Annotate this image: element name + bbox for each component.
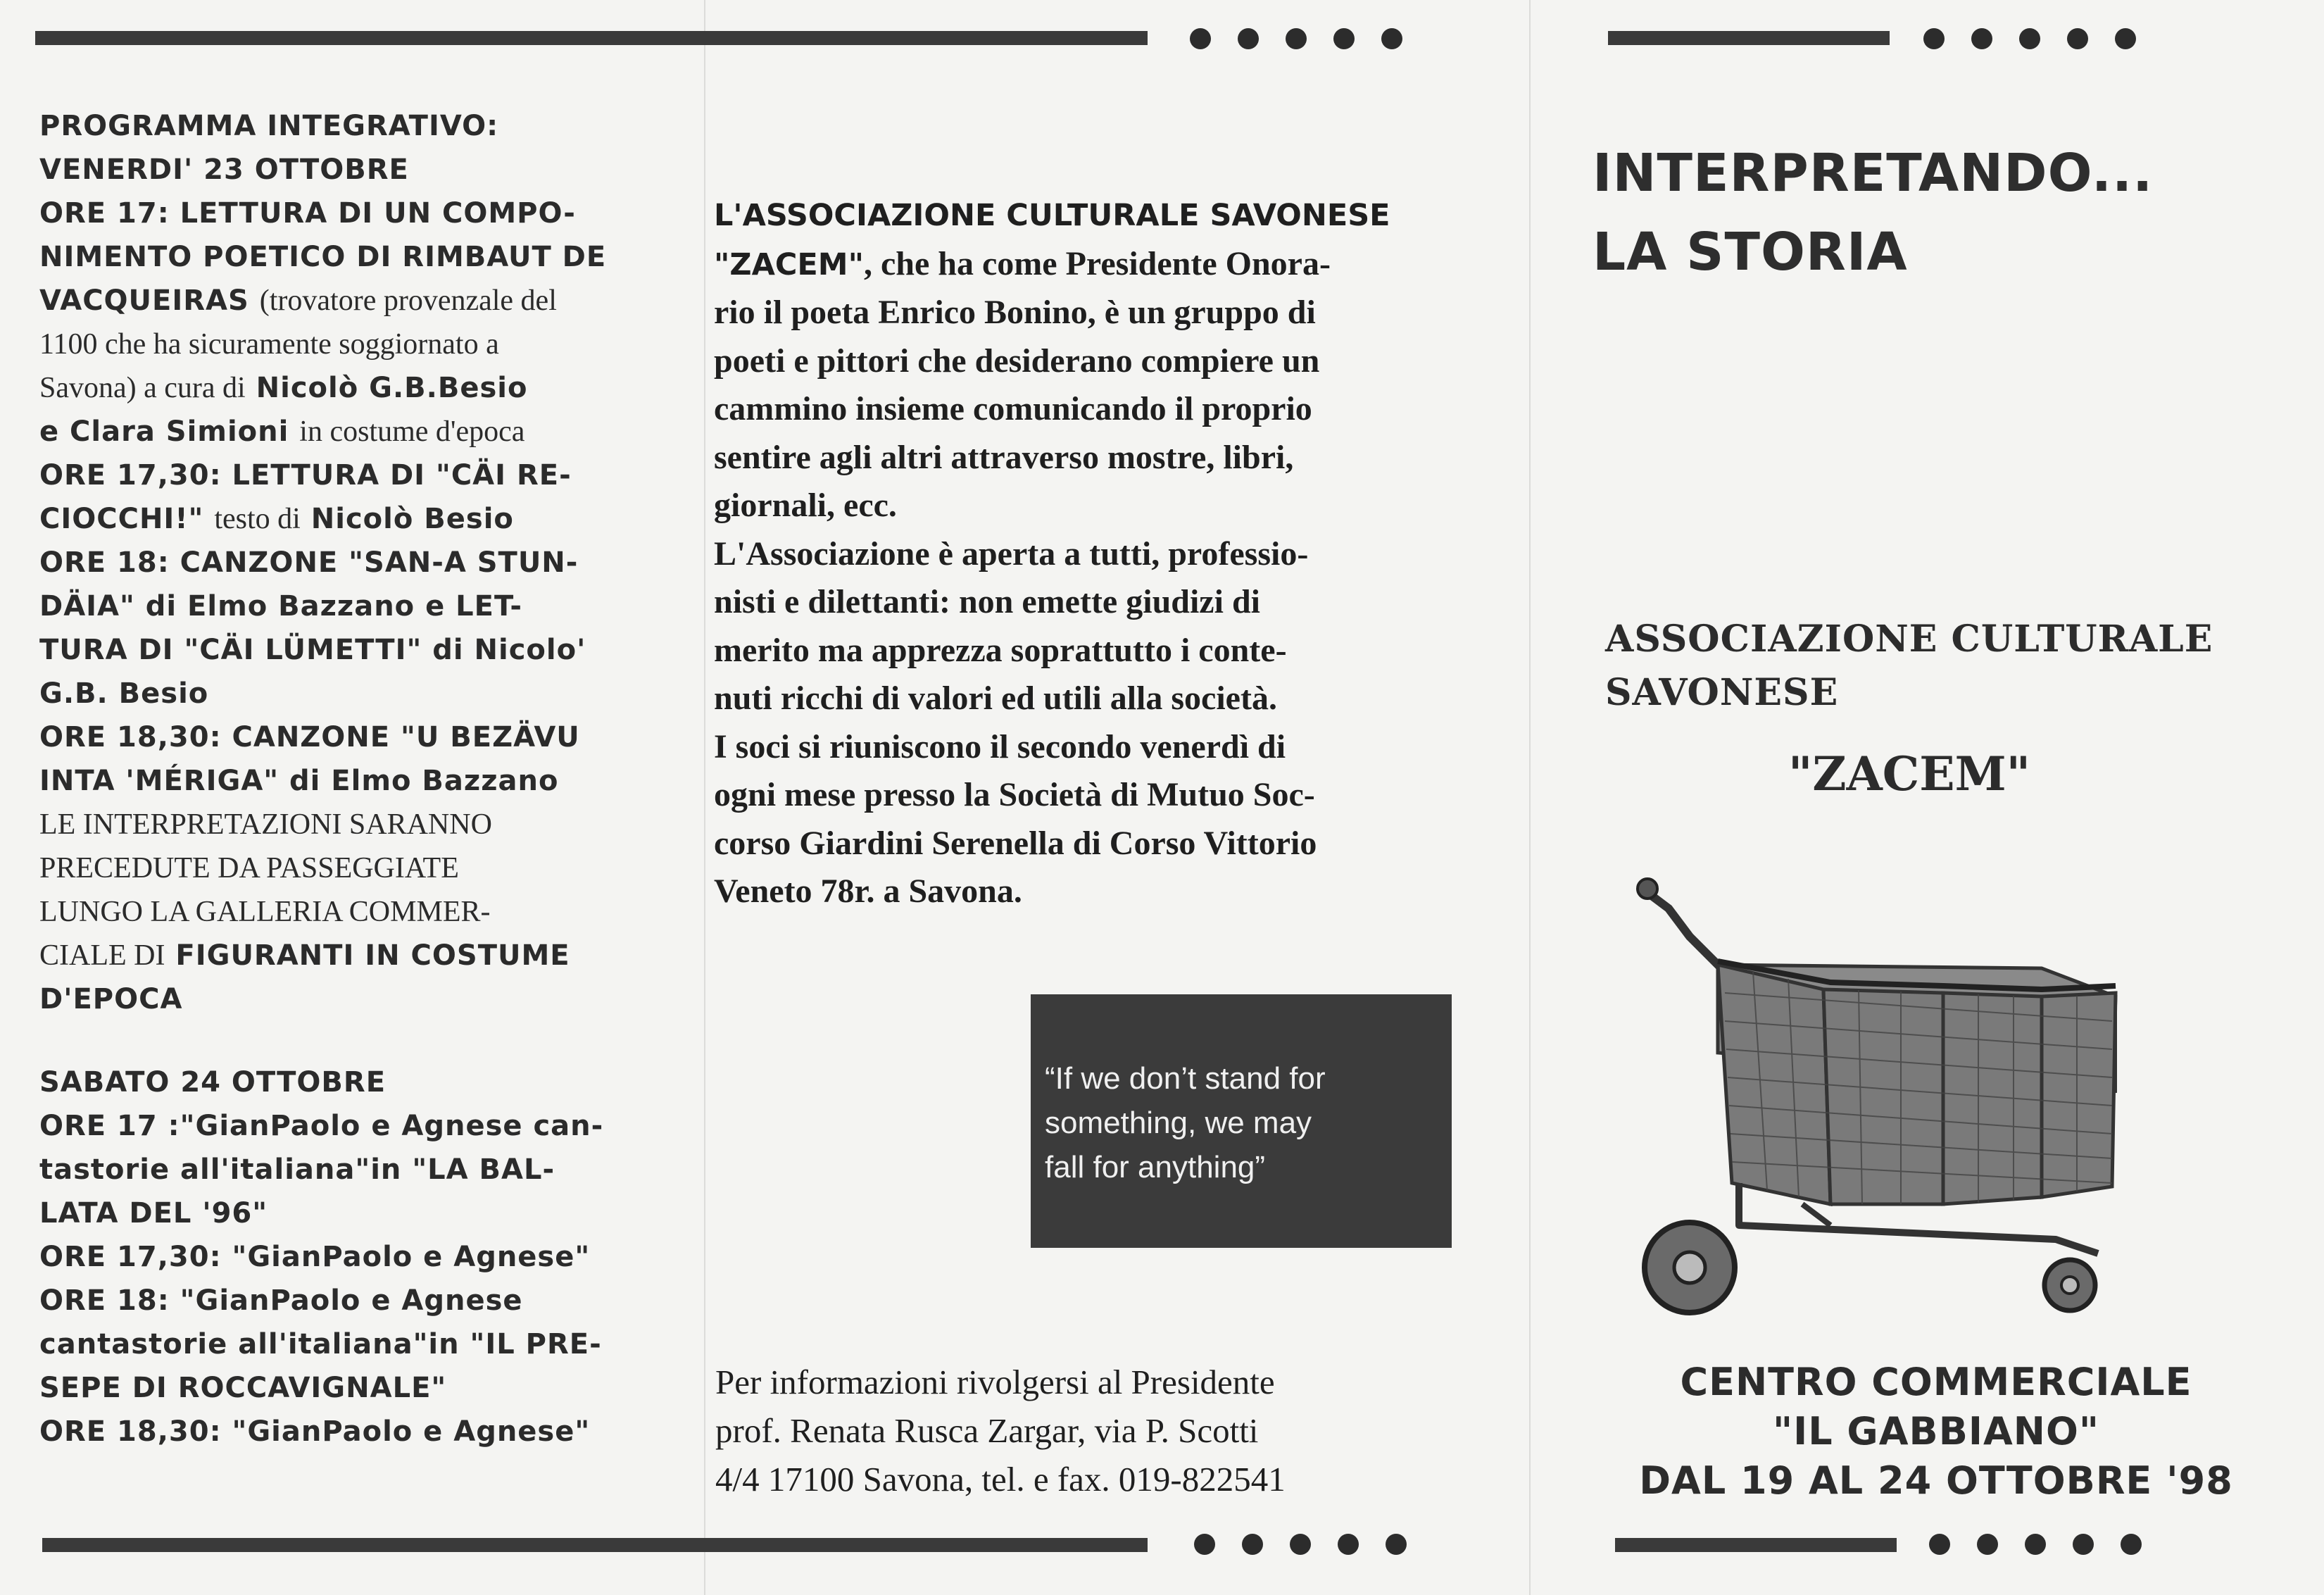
description-line: Veneto 78r. a Savona.	[714, 872, 1022, 910]
program-line: ORE 18: "GianPaolo e Agnese	[39, 1284, 523, 1317]
program-line: PRECEDUTE DA PASSEGGIATE	[39, 852, 459, 884]
program-line: ORE 17,30: LETTURA DI "CÄI RE-	[39, 459, 572, 492]
top-dots-left	[1190, 28, 1402, 49]
association-name: "ZACEM"	[1788, 746, 2031, 801]
description-line: cammino insieme comunicando il proprio	[714, 390, 1312, 427]
top-rule-left	[35, 31, 1148, 45]
program-line: ORE 17: LETTURA DI UN COMPO-	[39, 197, 576, 230]
event-dates: DAL 19 AL 24 OTTOBRE '98	[1639, 1458, 2233, 1503]
program-line: e Clara Simioni in costume d'epoca	[39, 415, 525, 448]
program-line: 1100 che ha sicuramente soggiornato a	[39, 328, 499, 361]
quote-text: “If we don’t stand for something, we may fall for anything”	[1045, 1061, 1326, 1184]
contact-info	[715, 1358, 1476, 1503]
program-line: SEPE DI ROCCAVIGNALE"	[39, 1372, 447, 1404]
description-line: merito ma apprezza soprattutto i conte-	[714, 631, 1287, 669]
description-line: ogni mese presso la Società di Mutuo Soc-	[714, 776, 1315, 813]
program-line: Savona) a cura di Nicolò G.B.Besio	[39, 372, 528, 404]
program-line: LE INTERPRETAZIONI SARANNO	[39, 808, 492, 841]
program-line: ORE 18,30: "GianPaolo e Agnese"	[39, 1415, 591, 1448]
program-line: ORE 17,30: "GianPaolo e Agnese"	[39, 1241, 591, 1273]
bottom-rule-left	[42, 1538, 1148, 1552]
description-line: corso Giardini Serenella di Corso Vittorio	[714, 824, 1317, 862]
description-line: L'ASSOCIAZIONE CULTURALE SAVONESE	[714, 198, 1390, 233]
bottom-dots-right	[1929, 1534, 2142, 1555]
program-line: DÄIA" di Elmo Bazzano e LET-	[39, 590, 522, 623]
saturday-date: SABATO 24 OTTOBRE	[39, 1066, 387, 1099]
program-line: ORE 17 :"GianPaolo e Agnese can-	[39, 1110, 604, 1142]
bottom-rule-right	[1615, 1538, 1897, 1552]
fold-line	[1529, 0, 1531, 1595]
program-line: CIALE DI FIGURANTI IN COSTUME	[39, 939, 570, 972]
description-line: rio il poeta Enrico Bonino, è un gruppo di	[714, 294, 1316, 331]
program-line: INTA 'MÉRIGA" di Elmo Bazzano	[39, 765, 559, 797]
top-dots-right	[1923, 28, 2136, 49]
brochure-title: INTERPRETANDO... LA STORIA	[1593, 143, 2154, 282]
friday-date: VENERDI' 23 OTTOBRE	[39, 154, 409, 186]
description-line: "ZACEM", che ha come Presidente Onora-	[714, 244, 1331, 282]
quote-box	[1031, 994, 1452, 1248]
fold-line	[704, 0, 705, 1595]
description-line: L'Associazione è aperta a tutti, professio-	[714, 534, 1309, 573]
association-description	[714, 192, 1474, 916]
description-line: nuti ricchi di valori ed utili alla società.	[714, 680, 1277, 717]
shopping-cart-icon	[1619, 873, 2126, 1324]
program-line: D'EPOCA	[39, 983, 183, 1015]
description-line: giornali, ecc.	[714, 487, 897, 524]
description-line: I soci si riuniscono il secondo venerdì di	[714, 727, 1286, 765]
description-line: sentire agli altri attraverso mostre, libri,	[714, 438, 1294, 476]
program-line: cantastorie all'italiana"in "IL PRE-	[39, 1328, 602, 1361]
venue-name: CENTRO COMMERCIALE	[1680, 1360, 2192, 1404]
contact-line: Per informazioni rivolgersi al Presidente	[715, 1363, 1275, 1401]
program-line: NIMENTO POETICO DI RIMBAUT DE	[39, 241, 607, 273]
program-line: LUNGO LA GALLERIA COMMER-	[39, 896, 491, 928]
program-title: PROGRAMMA INTEGRATIVO:	[39, 110, 499, 142]
program-line: ORE 18,30: CANZONE "U BEZÄVU	[39, 721, 580, 753]
contact-line: 4/4 17100 Savona, tel. e fax. 019-822541	[715, 1460, 1286, 1499]
description-line: poeti e pittori che desiderano compiere un	[714, 342, 1320, 380]
venue-subname: "IL GABBIANO"	[1773, 1409, 2099, 1453]
program-line: ORE 18: CANZONE "SAN-A STUN-	[39, 546, 579, 579]
description-line: nisti e dilettanti: non emette giudizi di	[714, 583, 1260, 620]
program-line: tastorie all'italiana"in "LA BAL-	[39, 1153, 555, 1186]
contact-line: prof. Renata Rusca Zargar, via P. Scotti	[715, 1411, 1259, 1450]
program-panel	[39, 104, 631, 1453]
program-line: CIOCCHI!" testo di Nicolò Besio	[39, 503, 514, 535]
bottom-dots-left	[1194, 1534, 1407, 1555]
program-line: TURA DI "CÄI LÜMETTI" di Nicolo'	[39, 634, 586, 666]
venue-info	[1577, 1358, 2295, 1506]
program-line: LATA DEL '96"	[39, 1197, 268, 1230]
program-line: G.B. Besio	[39, 677, 209, 710]
top-rule-right	[1608, 31, 1890, 45]
program-line: VACQUEIRAS (trovatore provenzale del	[39, 284, 557, 317]
association-heading: ASSOCIAZIONE CULTURALE SAVONESE	[1605, 618, 2213, 714]
